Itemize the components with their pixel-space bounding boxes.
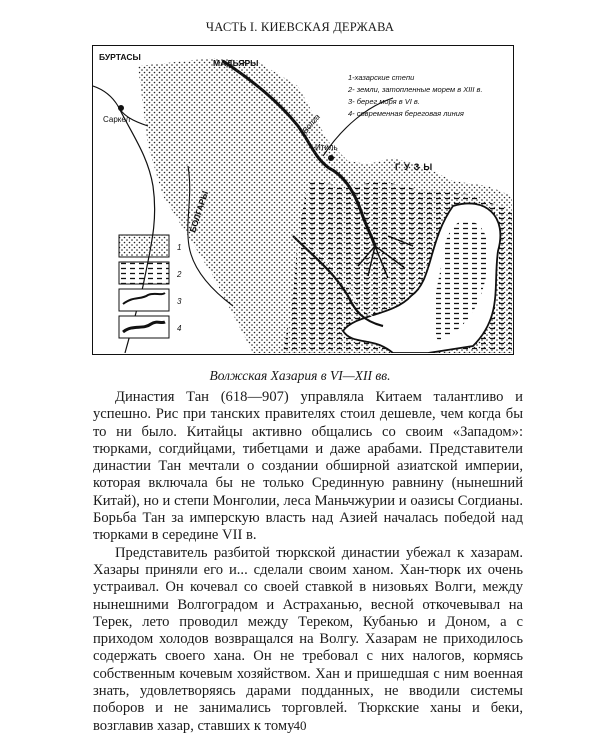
paragraph: Представитель разбитой тюркской династии убежал к хазарам. Хазары приняли его и... сделали своим ханом. Хан-тюрк их очень устраивал. Он кочевал со своей ставкой в низовьях Волги, между нынешними Волгоградом и Астраханью, весной откочевывал на Терек, лето проводил между Тереком, Кубанью и Доном, а с приходом холодов возвращался на Волгу. Хазарам не приходилось содержать своего хана. Он не требовал с них налогов, кормясь собственным кочевым хозяйством. Хан и пришедшая с ним военная знать, удовлетворяясь дарами подданных, не вводили системы поборов и не занимались торговлей. Тюркские ханы и беки, возглавив хазар, ставших к тому: [93, 544, 523, 734]
legend-item-4: 4- современная береговая линия: [348, 109, 464, 118]
legend-item-1: 1-хазарские степи: [348, 73, 415, 82]
paragraph: Династия Тан (618—907) управляла Китаем талантливо и успешно. Рис при танских правителях стоил дешевле, чем когда бы то ни было. Китайцы активно общались со своим «Западом»: тюрками, согдийцами, тибетцами и даже арабами. Представители династии Тан мечтали о создании обширной азиатской империи, которая включала бы не только Срединную равнину (нынешний Китай), но и степи Монголии, леса Маньчжурии и оазисы Согдианы. Борьба Тан за имперскую власть над Азией началась победой над тюрками в середине VII в.: [93, 389, 523, 544]
sarkel-marker: [118, 105, 124, 111]
label-bolgary: БОЛГАРЫ: [187, 189, 211, 234]
label-volga: Волга: [300, 112, 322, 136]
key-number-4: 4: [177, 324, 182, 333]
key-number-2: 2: [177, 270, 182, 279]
key-number-1: 1: [177, 243, 182, 252]
key-number-3: 3: [177, 297, 182, 306]
label-sarkel: Саркел: [103, 115, 131, 124]
itil-marker: [328, 155, 334, 161]
legend-item-2: 2- земли, затопленные морем в XIII в.: [348, 85, 483, 94]
page-number: 40: [293, 718, 307, 733]
label-guzy: ГУЗЫ: [395, 162, 437, 172]
label-itil: Итиль: [315, 143, 338, 152]
label-burtasy: БУРТАСЫ: [99, 52, 141, 62]
map-svg: [93, 46, 512, 353]
label-madyary: МАДЬЯРЫ: [213, 58, 259, 68]
key-swatch-flooded: [119, 262, 169, 284]
map-key: [119, 235, 182, 338]
body-text: [93, 389, 523, 735]
figure-caption: Волжская Хазария в VI—XII вв.: [209, 368, 391, 383]
running-header: ЧАСТЬ I. КИЕВСКАЯ ДЕРЖАВА: [205, 20, 395, 34]
key-swatch-coast-vi: [119, 289, 169, 311]
key-swatch-steppe: [119, 235, 169, 257]
map-legend: [347, 73, 483, 118]
khazaria-map: [92, 45, 514, 355]
legend-item-3: 3- берег моря в VI в.: [348, 97, 420, 106]
